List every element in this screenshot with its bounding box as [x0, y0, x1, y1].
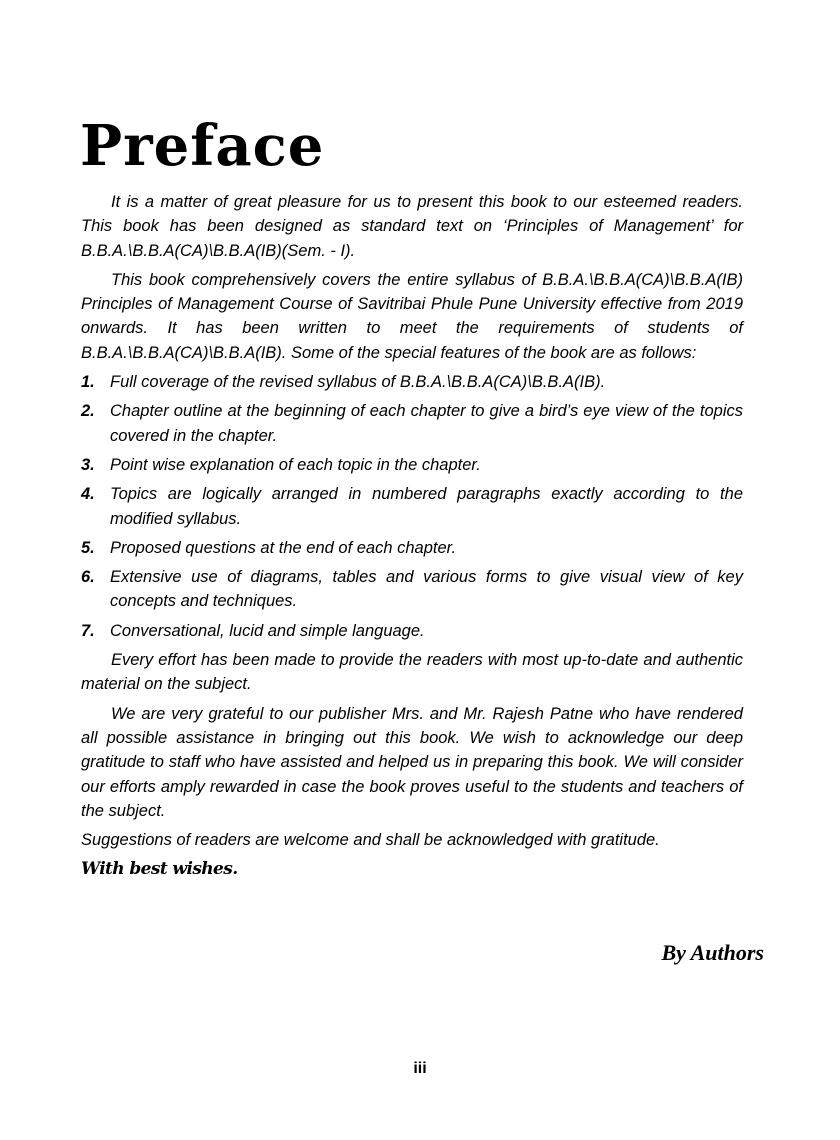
suggestions-paragraph: Suggestions of readers are welcome and shall be acknowledged with gratitude. [81, 831, 660, 850]
list-item-number: 2. [81, 402, 95, 421]
list-item [81, 399, 743, 448]
list-item-text: Proposed questions at the end of each chapter. [110, 538, 457, 557]
list-item [81, 370, 743, 394]
features-list [81, 370, 743, 643]
list-item-number: 1. [81, 373, 95, 392]
list-item-number: 7. [81, 621, 95, 640]
page-number: iii [413, 1060, 427, 1077]
intro-paragraph: It is a matter of great pleasure for us to present this book to our esteemed readers. This book has been designed as standard text on ‘Principles of Management’ for B.B.A.\B.B.A(CA)\B.B.A(IB)(Sem. - I). [81, 193, 743, 260]
preface-body [81, 190, 743, 882]
gratitude-paragraph: We are very grateful to our publisher Mrs. and Mr. Rajesh Patne who have rendered all possible assistance in bringing out this book. We wish to acknowledge our deep gratitude to staff who have assisted and helped us in preparing this book. We will consider our efforts amply rewarded in case the book proves useful to the students and teachers of the subject. [81, 704, 743, 820]
closing-line: With best wishes. [81, 859, 238, 880]
coverage-paragraph: This book comprehensively covers the entire syllabus of B.B.A.\B.B.A(CA)\B.B.A(IB) Principles of Management Course of Savitribai Phule Pune University effective from 2019 onwards. It has been written to meet the requirements of students of B.B.A.\B.B.A(CA)\B.B.A(IB). Some of the special features of the book are as follows: [81, 270, 743, 362]
signature: By Authors [661, 940, 764, 965]
list-item-text: Topics are logically arranged in numbered paragraphs exactly according to the modified syllabus. [110, 485, 743, 528]
list-item-number: 5. [81, 538, 95, 557]
list-item [81, 482, 743, 531]
list-item-number: 3. [81, 455, 95, 474]
list-item-number: 6. [81, 568, 95, 587]
effort-paragraph: Every effort has been made to provide the readers with most up-to-date and authentic material on the subject. [81, 651, 743, 694]
list-item-number: 4. [81, 485, 95, 504]
list-item [81, 536, 743, 560]
list-item-text: Full coverage of the revised syllabus of B.B.A.\B.B.A(CA)\B.B.A(IB). [110, 373, 606, 392]
list-item [81, 619, 743, 643]
list-item [81, 453, 743, 477]
page-title: Preface [80, 113, 325, 179]
list-item-text: Conversational, lucid and simple language. [110, 621, 425, 640]
list-item-text: Chapter outline at the beginning of each chapter to give a bird’s eye view of the topics covered in the chapter. [110, 402, 743, 445]
list-item-text: Point wise explanation of each topic in the chapter. [110, 455, 481, 474]
list-item-text: Extensive use of diagrams, tables and various forms to give visual view of key concepts and techniques. [110, 568, 743, 611]
list-item [81, 565, 743, 614]
